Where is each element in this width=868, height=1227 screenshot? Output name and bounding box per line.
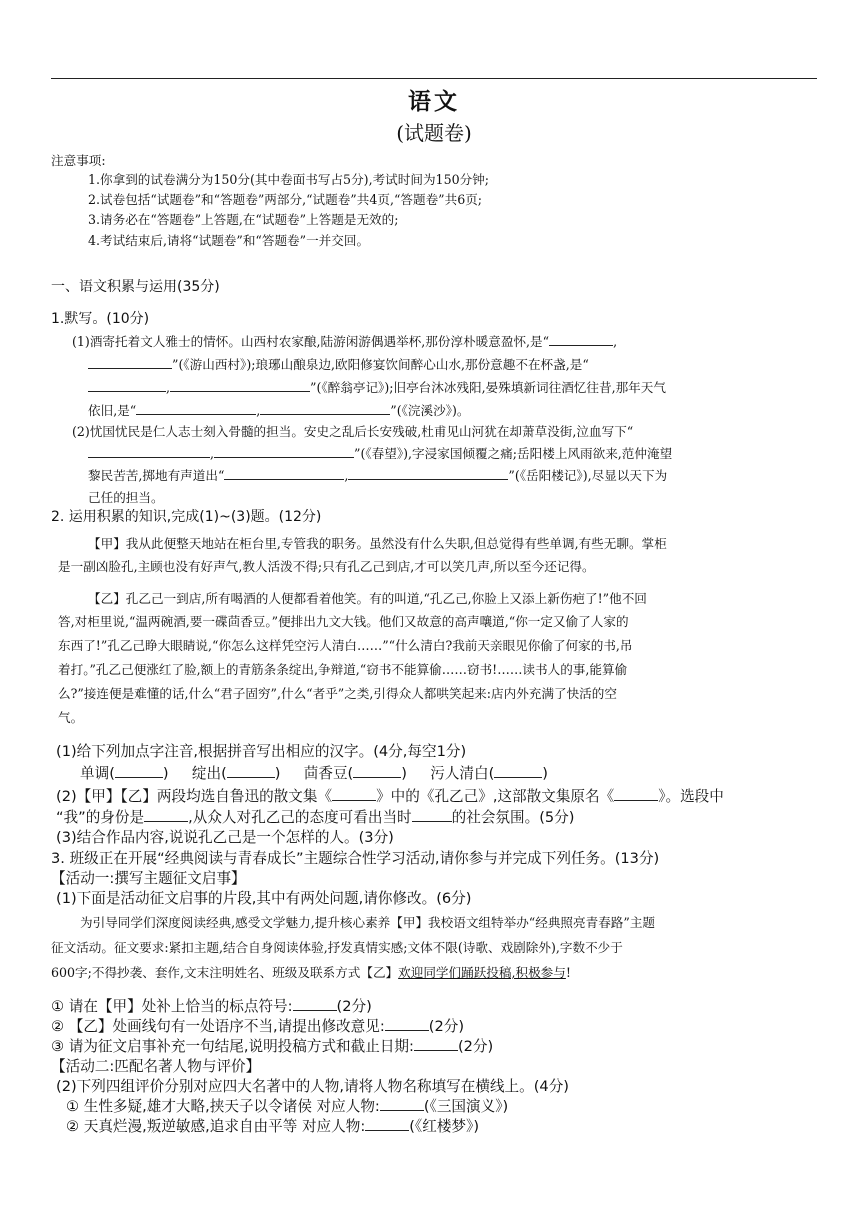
q2-sub2-text: (2)【甲】【乙】两段均选自鲁迅的散文集《 bbox=[56, 788, 333, 805]
q2-yi-line6: 气。 bbox=[58, 710, 84, 725]
answer-blank[interactable] bbox=[136, 401, 256, 415]
answer-blank[interactable] bbox=[348, 466, 508, 480]
q1-p2-text: ”(《岳阳楼记》),尽显以天下为 bbox=[508, 468, 668, 483]
q2-sub2-text: 》。选段中 bbox=[658, 788, 724, 805]
notice-heading: 注意事项: bbox=[51, 153, 106, 168]
separator: , bbox=[344, 468, 349, 483]
item-text: ② 【乙】处画线句有一处语序不当,请提出修改意见: bbox=[51, 1018, 385, 1035]
q1-p2-line3 bbox=[88, 465, 667, 484]
answer-blank[interactable] bbox=[549, 332, 613, 346]
q1-p1-text: ”(《游山西村》);琅琊山酿泉边,欧阳修宴饮间醉心山水,那份意趣不在杯盏,是“ bbox=[172, 357, 589, 372]
q3-item-1 bbox=[51, 995, 372, 1016]
word-item: 污人清白( bbox=[430, 765, 495, 782]
answer-blank[interactable] bbox=[88, 378, 166, 392]
q3-notice-line2: 征文活动。征文要求:紧扣主题,结合自身阅读体验,抒发真情实感;文体不限(诗歌、戏剧除外),字数不少于 bbox=[51, 940, 623, 955]
q2-sub2-text: 》中的《孔乙己》,这部散文集原名《 bbox=[376, 788, 615, 805]
item-text: ① 请在【甲】处补上恰当的标点符号: bbox=[51, 998, 293, 1015]
q3-notice-line1: 为引导同学们深度阅读经典,感受文学魅力,提升核心素养【甲】我校语文组特举办“经典照亮青春路”主题 bbox=[80, 915, 656, 930]
q3-notice-text: 600字;不得抄袭、套作,文末注明姓名、班级及联系方式【乙】 bbox=[51, 965, 399, 980]
q3-notice-text: ! bbox=[565, 965, 571, 980]
q2-jia-line2: 是一副凶脸孔,主顾也没有好声气,教人活泼不得;只有孔乙己到店,才可以笑几声,所以至今还记得。 bbox=[58, 559, 595, 574]
q1-p1-text: ”(《醉翁亭记》);旧亭台沐冰残阳,晏殊填新词往酒忆往昔,那年天气 bbox=[310, 380, 666, 395]
q1-p1-line1 bbox=[72, 331, 617, 350]
q3-activity2: 【活动二:匹配名著人物与评价】 bbox=[51, 1058, 261, 1075]
answer-blank[interactable] bbox=[412, 808, 452, 822]
word-item: 单调( bbox=[80, 765, 115, 782]
page-title: 语文 bbox=[408, 89, 460, 115]
q3-a2-question: (2)下列四组评价分别对应四大名著中的人物,请将人物名称填写在横线上。(4分) bbox=[56, 1078, 569, 1095]
q1-p1-line2 bbox=[88, 354, 589, 373]
answer-blank[interactable] bbox=[293, 997, 337, 1011]
notice-item-2: 2.试卷包括“试题卷”和“答题卷”两部分,“试题卷”共4页,“答题卷”共6页; bbox=[88, 192, 483, 207]
q3-a1-question: (1)下面是活动征文启事的片段,其中有两处问题,请你修改。(6分) bbox=[56, 890, 472, 907]
q1-p2-text: 黎民苦苦,掷地有声道出“ bbox=[88, 468, 225, 483]
answer-blank[interactable] bbox=[332, 787, 376, 801]
q1-p2-text: ”(《春望》),字浸家国倾覆之痛;岳阳楼上风雨欲来,范仲淹望 bbox=[354, 446, 673, 461]
q3-activity1: 【活动一:撰写主题征文启事】 bbox=[51, 870, 246, 887]
q2-sub1: (1)给下列加点字注音,根据拼音写出相应的汉字。(4分,每空1分) bbox=[56, 743, 467, 760]
answer-blank[interactable] bbox=[365, 1117, 409, 1131]
q1-p2-line1 bbox=[72, 421, 633, 440]
bracket: ) bbox=[162, 765, 169, 782]
score: (2分) bbox=[428, 1018, 465, 1035]
answer-blank[interactable] bbox=[614, 787, 658, 801]
word-item: 绽出( bbox=[191, 765, 227, 782]
underlined-sentence: 欢迎同学们踊跃投稿,积极参与 bbox=[398, 965, 566, 980]
q2-yi-line3: 东西了!”孔乙己睁大眼睛说,“你怎么这样凭空污人清白……”“什么清白?我前天亲眼见你偷了何家的书,吊 bbox=[58, 638, 633, 653]
page-subtitle: (试题卷) bbox=[396, 121, 472, 145]
q3-match-1 bbox=[66, 1095, 508, 1116]
q1-heading: 1.默写。(10分) bbox=[51, 311, 150, 327]
notice-item-3: 3.请务必在“答题卷”上答题,在“试题卷”上答题是无效的; bbox=[88, 212, 399, 227]
q1-p1-text: 依旧,是“ bbox=[88, 403, 137, 418]
q2-sub2-line2 bbox=[56, 806, 574, 827]
match-text: ② 天真烂漫,叛逆敏感,追求自由平等 对应人物: bbox=[66, 1118, 366, 1135]
q1-p1-line4 bbox=[88, 400, 469, 419]
q2-jia-line1: 【甲】我从此便整天地站在柜台里,专管我的职务。虽然没有什么失职,但总觉得有些单调,有些无聊。掌柜 bbox=[88, 536, 667, 551]
q2-heading: 2. 运用积累的知识,完成(1)~(3)题。(12分) bbox=[51, 509, 322, 525]
q3-match-2 bbox=[66, 1115, 479, 1136]
q1-p2-line4: 己任的担当。 bbox=[88, 490, 164, 505]
word-item: 茴香豆( bbox=[303, 765, 354, 782]
answer-blank[interactable] bbox=[88, 355, 172, 369]
answer-blank[interactable] bbox=[224, 466, 344, 480]
answer-blank[interactable] bbox=[170, 378, 310, 392]
q3-item-2 bbox=[51, 1015, 464, 1036]
separator: , bbox=[256, 403, 261, 418]
q2-sub3: (3)结合作品内容,说说孔乙己是一个怎样的人。(3分) bbox=[56, 829, 394, 846]
answer-blank[interactable] bbox=[227, 764, 275, 778]
score: (2分) bbox=[457, 1038, 494, 1055]
q1-p2-line2 bbox=[88, 443, 672, 462]
answer-blank[interactable] bbox=[115, 764, 163, 778]
notice-item-4: 4.考试结束后,请将“试题卷”和“答题卷”一并交回。 bbox=[88, 233, 370, 248]
q3-heading: 3. 班级正在开展“经典阅读与青春成长”主题综合性学习活动,请你参与并完成下列任务。(13分) bbox=[51, 850, 660, 867]
q2-sub2-text: 的社会氛围。(5分) bbox=[451, 809, 575, 826]
separator: , bbox=[210, 446, 215, 461]
q1-p1-text: (1)酒寄托着文人雅士的情怀。山西村农家酿,陆游闲游偶遇举杯,那份淳朴暖意盈怀,是“ bbox=[72, 334, 550, 349]
bracket: ) bbox=[401, 765, 407, 782]
separator: , bbox=[613, 334, 618, 349]
answer-blank[interactable] bbox=[414, 1037, 458, 1051]
answer-blank[interactable] bbox=[494, 764, 542, 778]
top-rule bbox=[51, 78, 817, 79]
q2-yi-line4: 着打。”孔乙己便涨红了脸,额上的青筋条条绽出,争辩道,“窃书不能算偷……窃书!……读书人的事,能算偷 bbox=[58, 662, 628, 677]
q2-sub2-text: “我”的身份是 bbox=[56, 809, 145, 826]
q1-p1-text: ”(《浣溪沙》)。 bbox=[390, 403, 470, 418]
q2-yi-line5: 么?”接连便是难懂的话,什么“君子固穷”,什么“者乎”之类,引得众人都哄笑起来:店内外充满了快活的空 bbox=[58, 686, 617, 701]
section1-heading: 一、语文积累与运用(35分) bbox=[51, 279, 220, 295]
q2-sub2-line1 bbox=[56, 785, 724, 806]
answer-blank[interactable] bbox=[88, 444, 210, 458]
answer-blank[interactable] bbox=[353, 764, 401, 778]
q1-p2-text: (2)忧国忧民是仁人志士刻入骨髓的担当。安史之乱后长安残破,杜甫见山河犹在却萧草没街,泣血写下“ bbox=[72, 424, 634, 439]
answer-blank[interactable] bbox=[144, 808, 188, 822]
q2-yi-line2: 答,对柜里说,“温两碗酒,要一碟茴香豆。”便排出九文大钱。他们又故意的高声嚷道,“你一定又偷了人家的 bbox=[58, 614, 629, 629]
bracket: ) bbox=[274, 765, 281, 782]
separator: , bbox=[166, 380, 171, 395]
answer-blank[interactable] bbox=[385, 1017, 429, 1031]
notice-item-1: 1.你拿到的试卷满分为150分(其中卷面书写占5分),考试时间为150分钟; bbox=[88, 172, 490, 187]
q2-sub1-items bbox=[80, 762, 548, 783]
book-title: (《三国演义》) bbox=[423, 1098, 509, 1115]
item-text: ③ 请为征文启事补充一句结尾,说明投稿方式和截止日期: bbox=[51, 1038, 414, 1055]
score: (2分) bbox=[336, 998, 372, 1015]
q1-p1-line3 bbox=[88, 377, 666, 396]
q2-sub2-text: ,从众人对孔乙己的态度可看出当时 bbox=[188, 809, 412, 826]
answer-blank[interactable] bbox=[214, 444, 354, 458]
answer-blank[interactable] bbox=[260, 401, 390, 415]
match-text: ① 生性多疑,雄才大略,挟天子以令诸侯 对应人物: bbox=[66, 1098, 380, 1115]
bracket: ) bbox=[542, 765, 548, 782]
q3-item-3 bbox=[51, 1035, 493, 1056]
q3-notice-line3 bbox=[51, 962, 571, 981]
book-title: (《红楼梦》) bbox=[409, 1118, 480, 1135]
answer-blank[interactable] bbox=[380, 1097, 424, 1111]
q2-yi-line1: 【乙】孔乙己一到店,所有喝酒的人便都看着他笑。有的叫道,“孔乙己,你脸上又添上新伤疤了!”他不回 bbox=[88, 591, 647, 606]
